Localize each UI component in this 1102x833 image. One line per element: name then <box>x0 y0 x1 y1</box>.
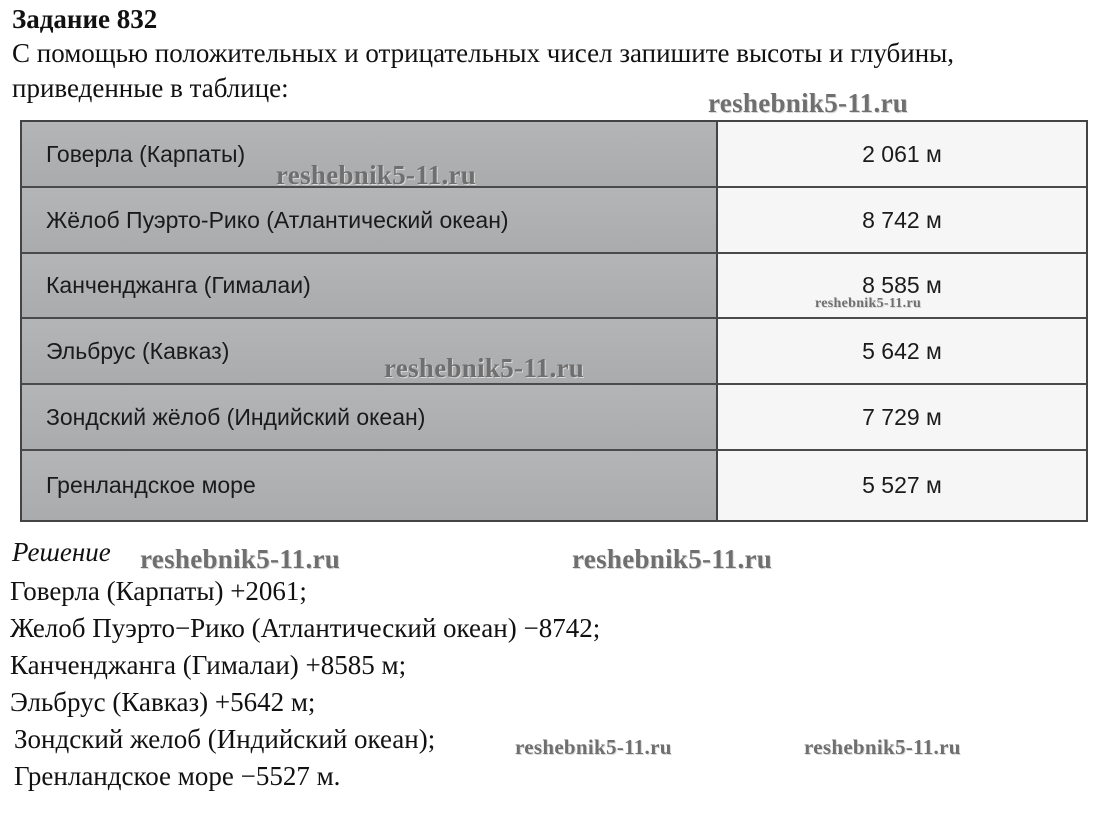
watermark: reshebnik5-11.ru <box>384 353 585 383</box>
table-row <box>22 188 1086 254</box>
table-row <box>22 254 1086 319</box>
answer-line: Зондский желоб (Индийский океан); <box>14 724 436 754</box>
table-row <box>22 122 1086 188</box>
table-cell-value: 5 527 м <box>718 451 1086 520</box>
table-cell-name: Эльбрус (Кавказ) <box>22 319 718 383</box>
table-cell-value: 2 061 м <box>718 122 1086 186</box>
table-cell-name: Гренландское море <box>22 451 718 520</box>
table-cell-value: 8 742 м <box>718 188 1086 252</box>
watermark: reshebnik5-11.ru <box>708 88 909 118</box>
answer-line: Эльбрус (Кавказ) +5642 м; <box>10 687 316 717</box>
answer-line: Говерла (Карпаты) +2061; <box>10 576 307 606</box>
answer-line: Канченджанга (Гималаи) +8585 м; <box>10 650 407 680</box>
answer-line: Гренландское море −5527 м. <box>14 761 341 791</box>
answer-line: Желоб Пуэрто−Рико (Атлантический океан) −8742; <box>10 613 601 643</box>
heights-depths-table <box>20 120 1088 522</box>
watermark: reshebnik5-11.ru <box>276 160 477 190</box>
table-cell-value: 7 729 м <box>718 385 1086 449</box>
solution-label: Решение <box>12 537 111 567</box>
table-cell-name: Зондский жёлоб (Индийский океан) <box>22 385 718 449</box>
watermark: reshebnik5-11.ru <box>572 544 773 574</box>
table-cell-value: 5 642 м <box>718 319 1086 383</box>
table-cell-name: Жёлоб Пуэрто-Рико (Атлантический океан) <box>22 188 718 252</box>
table-row <box>22 451 1086 520</box>
watermark: reshebnik5-11.ru <box>515 735 672 759</box>
task-title: Задание 832 <box>12 4 158 34</box>
table-cell-name: Канченджанга (Гималаи) <box>22 254 718 317</box>
solution-answers <box>10 573 600 795</box>
watermark: reshebnik5-11.ru <box>815 296 922 311</box>
task-statement: С помощью положительных и отрицательных чисел запишите высоты и глубины, приведенные в таблице: <box>12 38 955 103</box>
watermark: reshebnik5-11.ru <box>804 735 961 759</box>
watermark: reshebnik5-11.ru <box>140 544 341 574</box>
table-cell-name: Говерла (Карпаты) <box>22 122 718 186</box>
table-cell-value: 8 585 м <box>718 254 1086 317</box>
table-row <box>22 385 1086 451</box>
